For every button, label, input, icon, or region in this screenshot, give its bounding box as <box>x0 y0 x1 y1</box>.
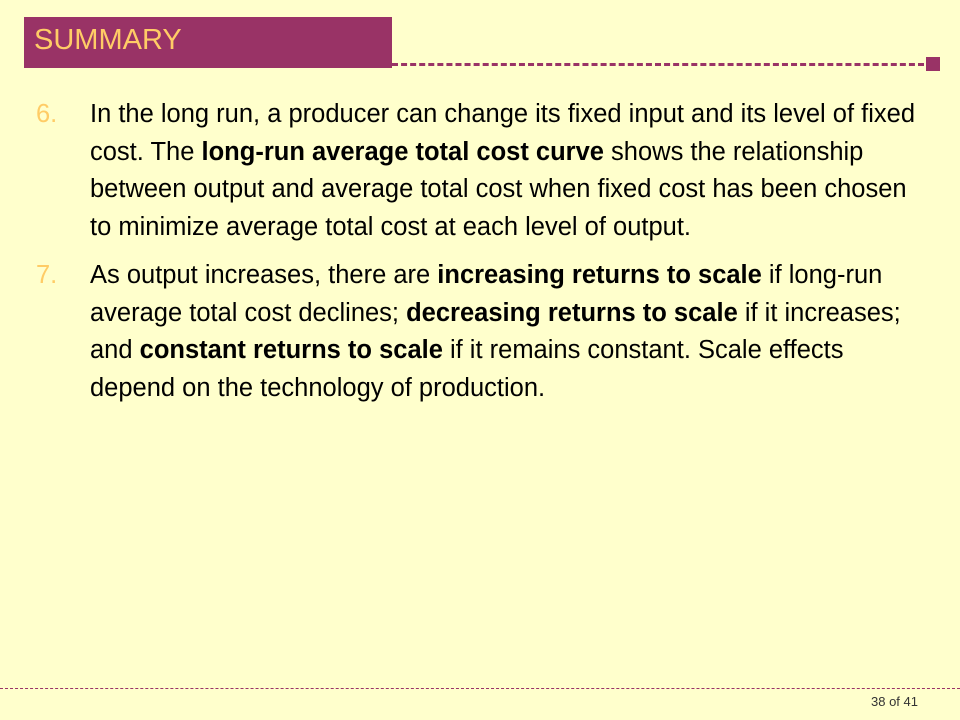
header-dashed-rule <box>392 63 924 66</box>
item-number: 6. <box>36 100 58 128</box>
summary-list <box>36 96 916 418</box>
page-of-label: of <box>889 694 900 709</box>
key-term: long-run average total cost curve <box>201 137 604 166</box>
key-term: increasing returns to scale <box>437 261 762 289</box>
current-page: 38 <box>870 694 886 709</box>
footer-dashed-rule <box>0 688 960 689</box>
item-text-part: As output increases, there are <box>90 261 438 289</box>
item-text-part: if it remains constant. Scale effects depend on the technology of production. <box>90 336 844 402</box>
summary-item-6 <box>36 96 916 246</box>
summary-item-7 <box>36 257 916 407</box>
page-indicator <box>871 694 918 709</box>
item-text-part: if it increases; and <box>90 298 901 364</box>
key-term: decreasing returns to scale <box>406 298 738 327</box>
key-term: constant returns to scale <box>139 336 443 364</box>
item-number: 7. <box>36 261 58 289</box>
item-text-part: if long-run average total cost declines; <box>90 261 883 327</box>
total-pages: 41 <box>903 694 918 709</box>
item-text-part: shows the relationship between output and average total cost when fixed cost has been chosen to minimize average total cost at each level of output. <box>90 137 907 241</box>
title-banner <box>24 17 392 68</box>
item-text-part: In the long run, a producer can change its fixed input and its level of fixed cost. The <box>90 100 916 166</box>
header-square-marker <box>926 57 940 71</box>
slide-title: SUMMARY <box>34 24 182 56</box>
